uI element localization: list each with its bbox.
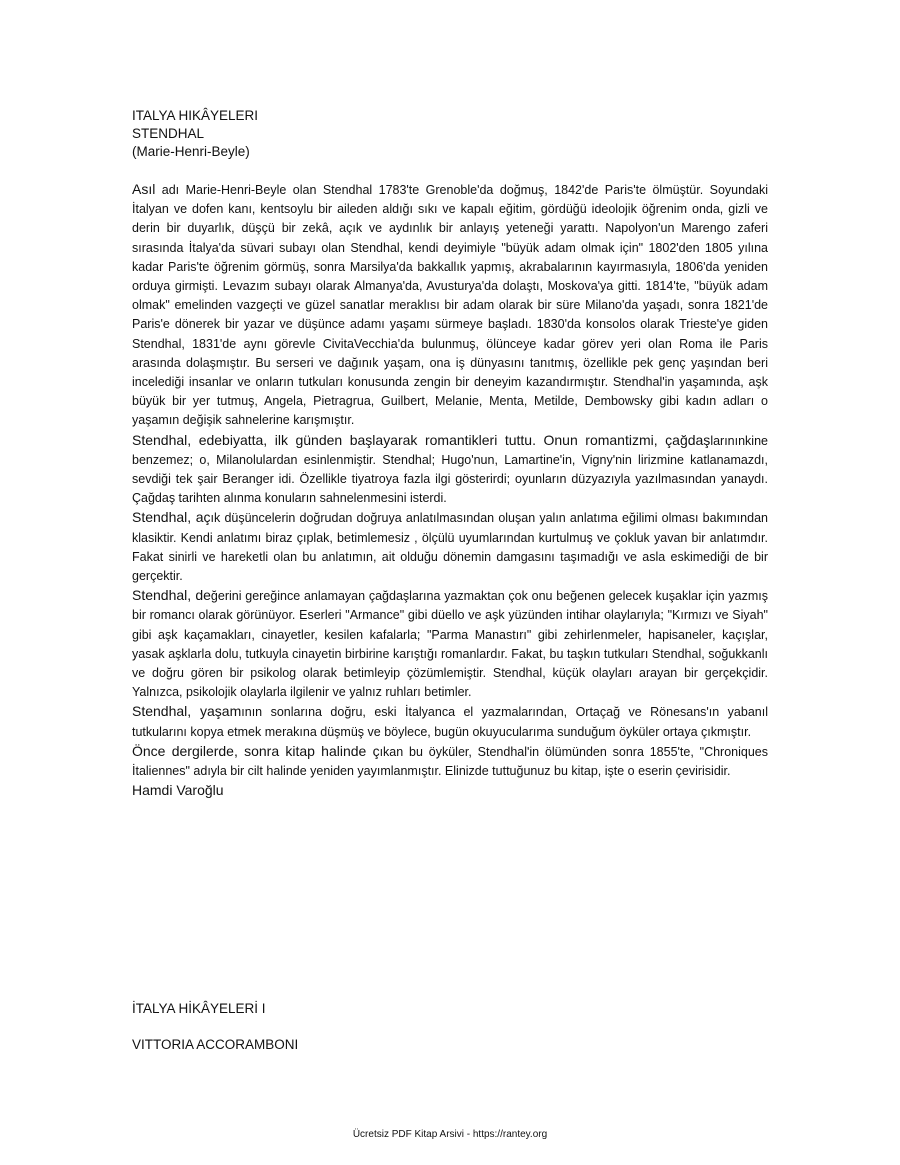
paragraph-6	[132, 742, 768, 781]
signature-text: Hamdi Varoğlu	[132, 782, 224, 799]
paragraph-1-lead: Asıl	[132, 181, 156, 197]
paragraph-5-lead: Stendhal, yaşam	[132, 703, 242, 720]
paragraph-2-text: larınınkine benzemez; o, Milanolulardan esinlenmiştir. Stendhal; Hugo'nun, Lamartine'in, Vigny'nin lirizmine katlanamazdı, sevdiği tek şair Beranger idi. Özellikle tiyatroya fazla ilgi gösterirdi; oyunların düzyazıyla yazılmasından yanaydı. Çağdaş tarihten alınma konuların sahnelenmesini isterdi.	[132, 433, 768, 506]
paragraph-6-lead: Önce dergilerde, sonra kitap halinde ç	[132, 742, 380, 759]
paragraph-2	[132, 431, 768, 509]
paragraph-1	[132, 180, 768, 431]
paragraph-6-text: ıkan bu öyküler, Stendhal'in ölümünden sonra 1855'te, "Chroniques İtaliennes" adıyla bir cilt halinde yeniden yayımlanmıştır. Elinizde tuttuğunuz bu kitap, işte o eserin çevirisidir.	[132, 744, 768, 779]
paragraph-3-lead: Stendhal, aç	[132, 509, 211, 526]
author-real-name: (Marie-Henri-Beyle)	[132, 144, 250, 159]
paragraph-4-lead: Stendhal, de	[132, 587, 211, 604]
book-title: ITALYA HIKÂYELERI	[132, 108, 259, 123]
introduction-text	[132, 180, 768, 802]
story-title: VITTORIA ACCORAMBONI	[132, 1037, 299, 1052]
signature	[132, 781, 768, 801]
page-footer: Ücretsiz PDF Kitap Arsivi - https://rantey.org	[352, 1129, 548, 1140]
paragraph-2-lead: Stendhal, edebiyatta, ilk günden başlayarak romantikleri tuttu. Onun romantizmi, çağdaş	[132, 431, 711, 448]
paragraph-4	[132, 586, 768, 702]
paragraph-3	[132, 508, 768, 586]
paragraph-5	[132, 702, 768, 741]
author-name: STENDHAL	[132, 126, 205, 141]
paragraph-5-text: ının sonlarına doğru, eski İtalyanca el yazmalarından, Ortaçağ ve Rönesans'ın yabanıl tutkularını kopya etmek merakına düşmüş ve böylece, bugün okuyucularıma sunduğum öyküler ortaya çıkmıştır.	[132, 705, 768, 739]
paragraph-1-text: adı Marie-Henri-Beyle olan Stendhal 1783'te Grenoble'da doğmuş, 1842'de Paris'te ölmüştür. Soyundaki İtalyan ve dofen kanı, kentsoylu bir aileden aldığı sıkı ve kapalı eğitim, gördüğü ideolojik öğrenim onda, gizli ve derin bir duyarlık, düşçü bir zekâ, açık ve aydınlık bir anlayış yeteneği yarattı. Napolyon'un Marengo zaferi sırasında İtalya'da süvari subayı olan Stendhal, kendi deyimiyle "büyük adam olmak için" 1802'den 1805 yılına kadar Paris'te öğrenim görmüş, sonra Marsilya'da bakkallık yapmış, akrabalarının kayırmasıyla, 1806'da yeniden orduya girmişti. Levazım subayı olarak Almanya'da, Avusturya'da dolaştı, Moskova'ya gitti. 1814'te, "büyük adam olmak" emelinden vazgeçti ve güzel sanatlar meraklısı bir adam olarak bir süre Milano'da yaşadı, sonra 1821'de Paris'e dönerek bir yazar ve düşünce adamı yaşamı sürmeye başladı. 1830'da konsolos olarak Trieste'ye giden Stendhal, 1831'de aynı görevle CivitaVecchia'da bulunmuş, ölünceye kadar görev yeri olan Roma ile Paris arasında dolaşmıştır. Bu serseri ve dağınık yaşam, ona iş dünyasını tanıtmış, özellikle pek genç yaşından beri incelediği insanlar ve onların tutkuları konusunda zengin bir deneyim kazandırmıştır. Stendhal'in yaşamında, aşk büyük bir yer tutmuş, Angela, Pietragrua, Guilbert, Melanie, Menta, Metilde, Dembowsky gibi kadın adları o yaşamın değişik sahnelerine karışmıştır.	[132, 183, 768, 428]
section-title: İTALYA HİKÂYELERİ I	[132, 1001, 266, 1016]
paragraph-4-text: ğerini gereğince anlamayan çağdaşlarına yazmaktan çok onu beğenen gelecek kuşaklar için yazmış bir romancı olarak görünüyor. Eserleri "Armance" gibi düello ve aşk yüzünden intihar olaylarıyla; "Kırmızı ve Siyah" gibi aşk kaçamakları, cinayetler, kesilen kafalarla; "Parma Manastırı" gibi zehirlenmeler, hapisaneler, kaçışlar, yasak aşklarla dolu, tutkuyla cinayetin birbirine karıştığı romanlardır. Fakat, bu taşkın tutkuları Stendhal, soğukkanlı ve doğru gören bir psikolog olarak betimleyip çözümlemiştir. Stendhal, küçük olayları arayan bir gerçekçidir. Yalnızca, psikolojik olaylarla ilgilenir ve yalnız ruhları betimler.	[132, 589, 768, 700]
paragraph-3-text: ık düşüncelerin doğrudan doğruya anlatılmasından oluşan yalın anlatıma eğilimi olması bakımından klasiktir. Kendi anlatımı biraz çıplak, betimlemesiz , ölçülü uyumlarından kurtulmuş ve çokluk yavan bir anlatımdır. Fakat sinirli ve hareketli olan bu anlatımın, ait olduğu dönemin damgasını taşımadığı ve asla eskimediği de bir gerçektir.	[132, 511, 768, 584]
